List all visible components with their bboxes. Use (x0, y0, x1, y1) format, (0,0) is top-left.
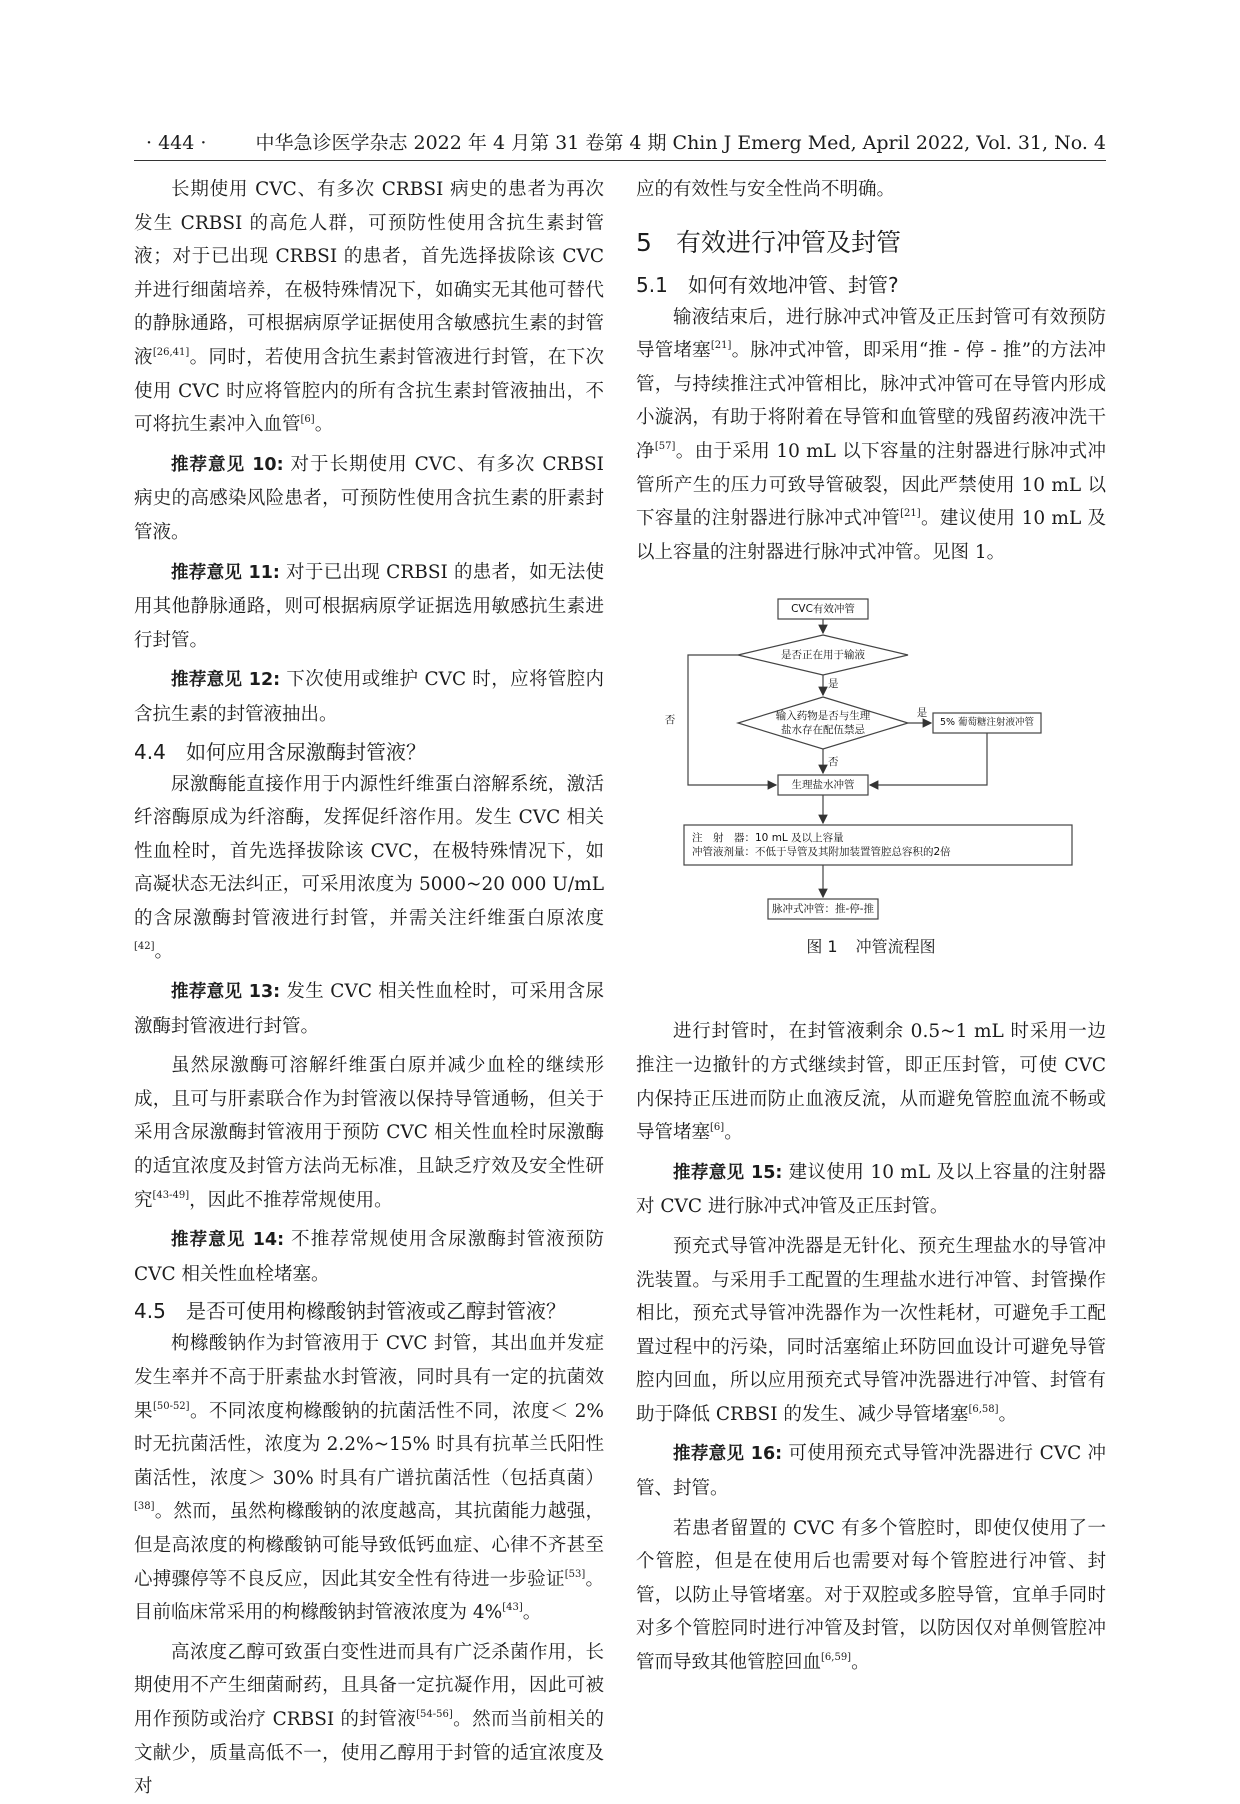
yes-label-1: 是 (828, 678, 839, 691)
recommendation-10: 推荐意见 10: 对于长期使用 CVC、有多次 CRBSI 病史的高感染风险患者，可预防性使用含抗生素的肝素封管液。 (134, 453, 604, 543)
no-label-2: 否 (828, 756, 839, 769)
paragraph: 输液结束后，进行脉冲式冲管及正压封管可有效预防导管堵塞[21]。脉冲式冲管，即采用“推 - 停 - 推”的方法冲管，与持续推注式冲管相比，脉冲式冲管可在导管内形成小漩涡，有助于将附着在导管和血管壁的残留药液冲洗干净[57]。由于采用 10 mL 以下容量的注射器进行脉冲式冲管所产生的压力可致导管破裂，因此严禁使用 10 mL 以下容量的注射器进行脉冲式冲管[21]。建议使用 10 mL 及以上容量的注射器进行脉冲式冲管。见图 1。 (636, 306, 1106, 563)
start-box: CVC有效冲管 (791, 603, 855, 616)
journal-citation: 中华急诊医学杂志 2022 年 4 月第 31 卷第 4 期 Chin J Emerg Med, April 2022, Vol. 31, No. 4 (255, 132, 1106, 154)
paragraph: 预充式导管冲洗器是无针化、预充生理盐水的导管冲洗装置。与采用手工配置的生理盐水进行冲管、封管操作相比，预充式导管冲洗器作为一次性耗材，可避免手工配置过程中的污染，同时活塞缩止环防回血设计可避免导管腔内回血，所以应用预充式导管冲洗器进行冲管、封管有助于降低 CRBSI 的发生、减少导管堵塞[6,58]。 (636, 1235, 1106, 1425)
info-box: 注 射 器：10 mL 及以上容量 冲管液剂量：不低于导管及其附加装置管腔总容积的2倍 (692, 832, 951, 859)
paragraph: 应的有效性与安全性尚不明确。 (636, 179, 896, 200)
figure-caption: 图 1 冲管流程图 (806, 937, 936, 957)
yes-label-2: 是 (916, 707, 928, 720)
running-header (134, 128, 1106, 158)
saline-box: 生理盐水冲管 (791, 779, 855, 792)
section-heading-5: 5 有效进行冲管及封管 (636, 227, 902, 257)
recommendation-13: 推荐意见 13: 发生 CVC 相关性血栓时，可采用含尿激酶封管液进行封管。 (134, 981, 604, 1037)
paragraph: 虽然尿激酶可溶解纤维蛋白原并减少血栓的继续形成，且可与肝素联合作为封管液以保持导管通畅，但关于采用含尿激酶封管液用于预防 CVC 相关性血栓时尿激酶的适宜浓度及封管方法尚无标准，且缺乏疗效及安全性研究[43-49]，因此不推荐常规使用。 (134, 1055, 604, 1211)
section-heading-4-4: 4.4 如何应用含尿激酶封管液？ (134, 739, 426, 764)
no-label-left: 否 (664, 714, 676, 727)
section-heading-4-5: 4.5 是否可使用枸橼酸钠封管液或乙醇封管液？ (134, 1299, 566, 1324)
decision-1: 是否正在用于输液 (781, 649, 865, 662)
paragraph: 进行封管时，在封管液剩余 0.5~1 mL 时采用一边推注一边撤针的方式继续封管，即正压封管，可使 CVC 内保持正压进而防止血液反流，从而避免管腔血流不畅或导管堵塞[6]。 (636, 1021, 1106, 1144)
recommendation-15: 推荐意见 15: 建议使用 10 mL 及以上容量的注射器对 CVC 进行脉冲式冲管及正压封管。 (636, 1161, 1106, 1218)
header-rule (134, 160, 1106, 161)
decision-2: 输入药物是否与生理 盐水存在配伍禁忌 (775, 710, 871, 737)
paragraph: 尿激酶能直接作用于内源性纤维蛋白溶解系统，激活纤溶酶原成为纤溶酶，发挥促纤溶作用。发生 CVC 相关性血栓时，首先选择拔除该 CVC，在极特殊情况下，如高凝状态无法纠正，可采用浓度为 5000~20 000 U/mL 的含尿激酶封管液进行封管，并需关注纤维蛋白原浓度[42]。 (134, 773, 604, 963)
paragraph: 长期使用 CVC、有多次 CRBSI 病史的患者为再次发生 CRBSI 的高危人群，可预防性使用含抗生素封管液；对于已出现 CRBSI 的患者，首先选择拔除该 CVC 并进行细菌培养，在极特殊情况下，如确实无其他可替代的静脉通路，可根据病原学证据使用含敏感抗生素的封管液[26,41]。同时，若使用含抗生素封管液进行封管，在下次使用 CVC 时应将管腔内的所有含抗生素封管液抽出，不可将抗生素冲入血管[6]。 (134, 179, 604, 436)
right-column (636, 173, 1106, 1680)
page-number: · 444 · (146, 132, 207, 154)
recommendation-16: 推荐意见 16: 可使用预充式导管冲洗器进行 CVC 冲管、封管。 (636, 1443, 1106, 1500)
recommendation-12: 推荐意见 12: 下次使用或维护 CVC 时，应将管腔内含抗生素的封管液抽出。 (134, 669, 604, 725)
paragraph: 若患者留置的 CVC 有多个管腔时，即使仅使用了一个管腔，但是在使用后也需要对每个管腔进行冲管、封管，以防止导管堵塞。对于双腔或多腔导管，宜单手同时对多个管腔同时进行冲管及封管，以防因仅对单侧管腔冲管而导致其他管腔回血[6,59]。 (636, 1517, 1106, 1674)
paragraph: 高浓度乙醇可致蛋白变性进而具有广泛杀菌作用，长期使用不产生细菌耐药，且具备一定抗凝作用，因此可被用作预防或治疗 CRBSI 的封管液[54-56]。然而当前相关的文献少，质量高低不一，使用乙醇用于封管的适宜浓度及对 (134, 1641, 604, 1798)
recommendation-11: 推荐意见 11: 对于已出现 CRBSI 的患者，如无法使用其他静脉通路，则可根据病原学证据选用敏感抗生素进行封管。 (134, 561, 604, 651)
glucose-box: 5% 葡萄糖注射液冲管 (939, 717, 1035, 729)
section-heading-5-1: 5.1 如何有效地冲管、封管? (636, 272, 899, 297)
left-column (134, 173, 604, 1804)
paragraph: 枸橼酸钠作为封管液用于 CVC 封管，其出血并发症发生率并不高于肝素盐水封管液，同时具有一定的抗菌效果[50-52]。不同浓度枸橼酸钠的抗菌活性不同，浓度＜ 2% 时无抗菌活性，浓度为 2.2%~15% 时具有抗革兰氏阳性菌活性，浓度＞ 30% 时具有广谱抗菌活性（包括真菌）[38]。然而，虽然枸橼酸钠的浓度越高，其抗菌能力越强，但是高浓度的枸橼酸钠可能导致低钙血症、心律不齐甚至心搏骤停等不良反应，因此其安全性有待进一步验证[53]。目前临床常采用的枸橼酸钠封管液浓度为 4%[43]。 (134, 1333, 604, 1624)
flowchart-figure (636, 589, 1106, 1009)
pulse-box: 脉冲式冲管：推-停-推 (771, 903, 875, 916)
recommendation-14: 推荐意见 14: 不推荐常规使用含尿激酶封管液预防 CVC 相关性血栓堵塞。 (134, 1229, 604, 1285)
